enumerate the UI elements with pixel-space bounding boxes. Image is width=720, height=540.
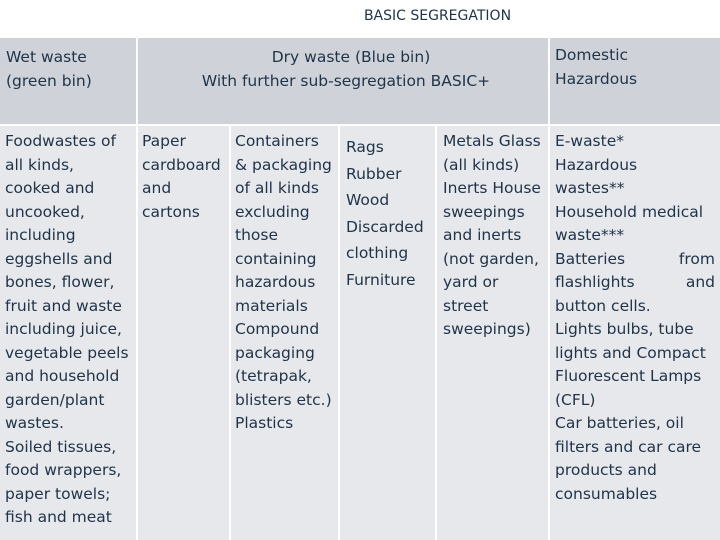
ewaste-line: E-waste* — [555, 132, 625, 150]
ewaste-line: button cells. — [555, 296, 651, 315]
containers-line: of all kinds — [235, 179, 319, 197]
food-line: all kinds, — [5, 155, 74, 174]
ewaste-line: Household medical — [555, 202, 704, 221]
header-wet-waste — [0, 38, 136, 124]
metals-line: sweepings — [443, 202, 525, 221]
food-line: eggshells and — [5, 249, 113, 268]
metals-line: street — [443, 296, 489, 315]
table-title: BASIC SEGREGATION — [0, 0, 720, 36]
containers-line: Compound — [235, 320, 320, 338]
column-metals-glass — [437, 126, 548, 540]
food-line: bones, flower, — [5, 273, 115, 291]
column-paper — [138, 126, 229, 540]
metals-line: Metals Glass — [443, 132, 541, 150]
rags-line: Rubber — [346, 164, 402, 183]
column-e-waste — [550, 126, 720, 540]
rags-line: Discarded — [346, 217, 424, 236]
food-line: Foodwastes of — [5, 132, 116, 150]
food-line: Soiled tissues, — [5, 437, 117, 456]
header-dry-line-2: With further sub-segregation BASIC+ — [201, 71, 491, 90]
food-line: fruit and waste — [5, 296, 122, 315]
ewaste-line: consumables — [555, 484, 658, 503]
metals-line: sweepings) — [443, 320, 531, 338]
containers-line: Containers — [235, 132, 319, 150]
containers-line: & packaging — [235, 155, 332, 174]
header-hazardous-line-2: Hazardous — [555, 69, 638, 88]
food-line: including — [5, 226, 76, 244]
header-dry-waste — [138, 38, 548, 124]
food-line: paper towels; — [5, 484, 111, 503]
food-line: food wrappers, — [5, 461, 122, 479]
column-containers — [231, 126, 338, 540]
metals-line: yard or — [443, 273, 499, 291]
food-line: cooked and — [5, 179, 95, 197]
paper-line: cardboard — [142, 155, 221, 174]
ewaste-line: Batteries from — [555, 249, 715, 268]
column-food-waste — [0, 126, 136, 540]
ewaste-line: lights and Compact — [555, 343, 706, 362]
food-line: garden/plant — [5, 390, 105, 409]
header-dry-line-1: Dry waste (Blue bin) — [271, 48, 431, 66]
paper-line: and — [142, 179, 172, 197]
paper-line: cartons — [142, 202, 200, 221]
header-domestic-hazardous — [550, 38, 720, 124]
food-line: and household — [5, 367, 120, 385]
containers-line: packaging — [235, 343, 315, 362]
food-line: fish and meat — [5, 508, 112, 526]
containers-line: materials — [235, 296, 308, 315]
ewaste-line: Car batteries, oil — [555, 414, 684, 432]
ewaste-line: Lights bulbs, tube — [555, 320, 694, 338]
food-line: including juice, — [5, 320, 122, 338]
ewaste-line: filters and car care — [555, 437, 702, 456]
rags-line: Rags — [346, 138, 384, 156]
rags-line: Wood — [346, 191, 390, 209]
containers-line: those — [235, 226, 278, 244]
metals-line: (not garden, — [443, 249, 539, 268]
containers-line: hazardous — [235, 273, 316, 291]
rags-line: clothing — [346, 244, 409, 262]
containers-line: excluding — [235, 202, 310, 221]
paper-line: Paper — [142, 132, 186, 150]
rags-line: Furniture — [346, 270, 416, 289]
ewaste-line: (CFL) — [555, 390, 596, 409]
ewaste-line: Hazardous — [555, 155, 638, 174]
ewaste-line: products and — [555, 461, 657, 479]
metals-line: (all kinds) — [443, 155, 520, 174]
food-line: vegetable peels — [5, 343, 129, 362]
ewaste-line: waste*** — [555, 226, 625, 244]
ewaste-line: flashlights and — [555, 273, 715, 291]
header-hazardous-line-1: Domestic — [555, 46, 629, 64]
metals-line: Inerts House — [443, 179, 541, 197]
containers-line: Plastics — [235, 414, 294, 432]
containers-line: containing — [235, 249, 317, 268]
containers-line: (tetrapak, — [235, 367, 312, 385]
header-wet-line-1: Wet waste — [6, 48, 87, 66]
containers-line: blisters etc.) — [235, 390, 332, 409]
food-line: uncooked, — [5, 202, 85, 221]
ewaste-line: Fluorescent Lamps — [555, 367, 702, 385]
ewaste-line: wastes** — [555, 179, 625, 197]
header-wet-line-2: (green bin) — [6, 71, 92, 90]
food-line: wastes. — [5, 414, 64, 432]
metals-line: and inerts — [443, 226, 522, 244]
column-rags — [340, 126, 435, 540]
